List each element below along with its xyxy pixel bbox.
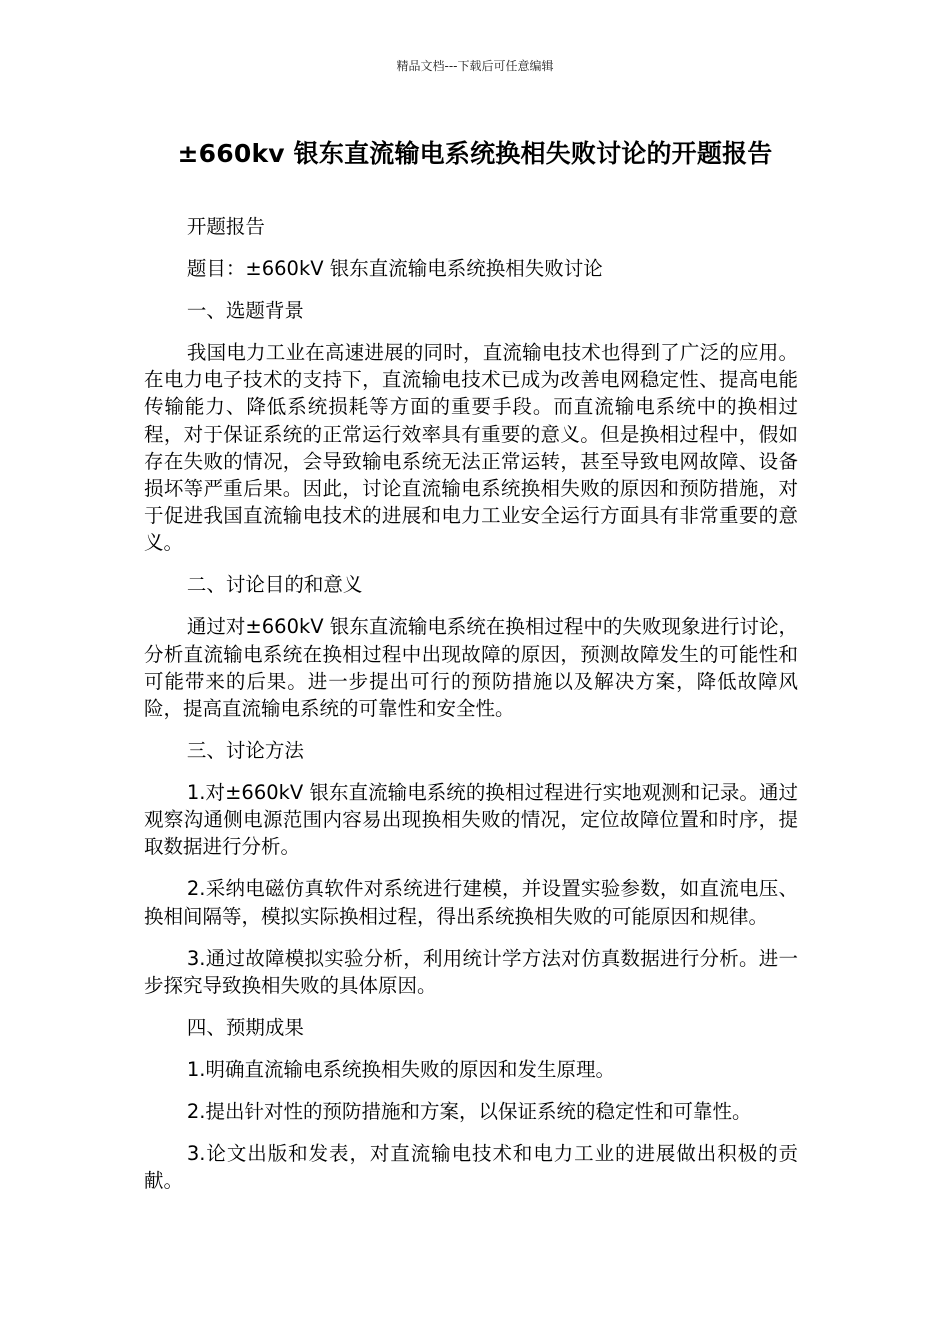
paragraph-outcome-1: 1.明确直流输电系统换相失败的原因和发生原理。 xyxy=(186,1057,615,1081)
paragraph-outcome-3: 3.论文出版和发表，对直流输电技术和电力工业的进展做出积极的贡献。 xyxy=(144,1141,798,1193)
paragraph-method-1: 1.对±660kV 银东直流输电系统的换相过程进行实地观测和记录。通过观察沟通侧电源范围内容易出现换相失败的情况，定位故障位置和时序，提取数据进行分析。 xyxy=(144,781,798,859)
paragraph-topic: 题目：±660kV 银东直流输电系统换相失败讨论 xyxy=(186,257,603,280)
section-heading-background: 一、选题背景 xyxy=(186,299,304,322)
section-heading-purpose: 二、讨论目的和意义 xyxy=(186,573,363,597)
paragraph-background: 我国电力工业在高速进展的同时，直流输电技术也得到了广泛的应用。在电力电子技术的支持下，直流输电技术已成为改善电网稳定性、提高电能传输能力、降低系统损耗等方面的重要手段。而直流输电系统中的换相过程，对于保证系统的正常运行效率具有重要的意义。但是换相过程中，假如存在失败的情况，会导致输电系统无法正常运转，甚至导致电网故障、设备损坏等严重后果。因此，讨论直流输电系统换相失败的原因和预防措施，对于促进我国直流输电技术的进展和电力工业安全运行方面具有非常重要的意义。 xyxy=(144,341,798,555)
page-header-watermark: 精品文档---下载后可任意编辑 xyxy=(396,59,554,73)
paragraph-outcome-2: 2.提出针对性的预防措施和方案，以保证系统的稳定性和可靠性。 xyxy=(186,1099,752,1123)
paragraph-report-label: 开题报告 xyxy=(186,215,265,238)
document-title: ±660kv 银东直流输电系统换相失败讨论的开题报告 xyxy=(177,139,773,168)
document-body xyxy=(144,213,798,1209)
section-heading-method: 三、讨论方法 xyxy=(186,739,304,763)
section-heading-outcomes: 四、预期成果 xyxy=(186,1015,304,1039)
paragraph-method-3: 3.通过故障模拟实验分析，利用统计学方法对仿真数据进行分析。进一步探究导致换相失败的具体原因。 xyxy=(144,946,798,997)
paragraph-purpose: 通过对±660kV 银东直流输电系统在换相过程中的失败现象进行讨论，分析直流输电系统在换相过程中出现故障的原因，预测故障发生的可能性和可能带来的后果。进一步提出可行的预防措施以及解决方案，降低故障风险，提高直流输电系统的可靠性和安全性。 xyxy=(144,615,798,721)
paragraph-method-2: 2.采纳电磁仿真软件对系统进行建模，并设置实验参数，如直流电压、换相间隔等，模拟实际换相过程，得出系统换相失败的可能原因和规律。 xyxy=(144,877,798,928)
